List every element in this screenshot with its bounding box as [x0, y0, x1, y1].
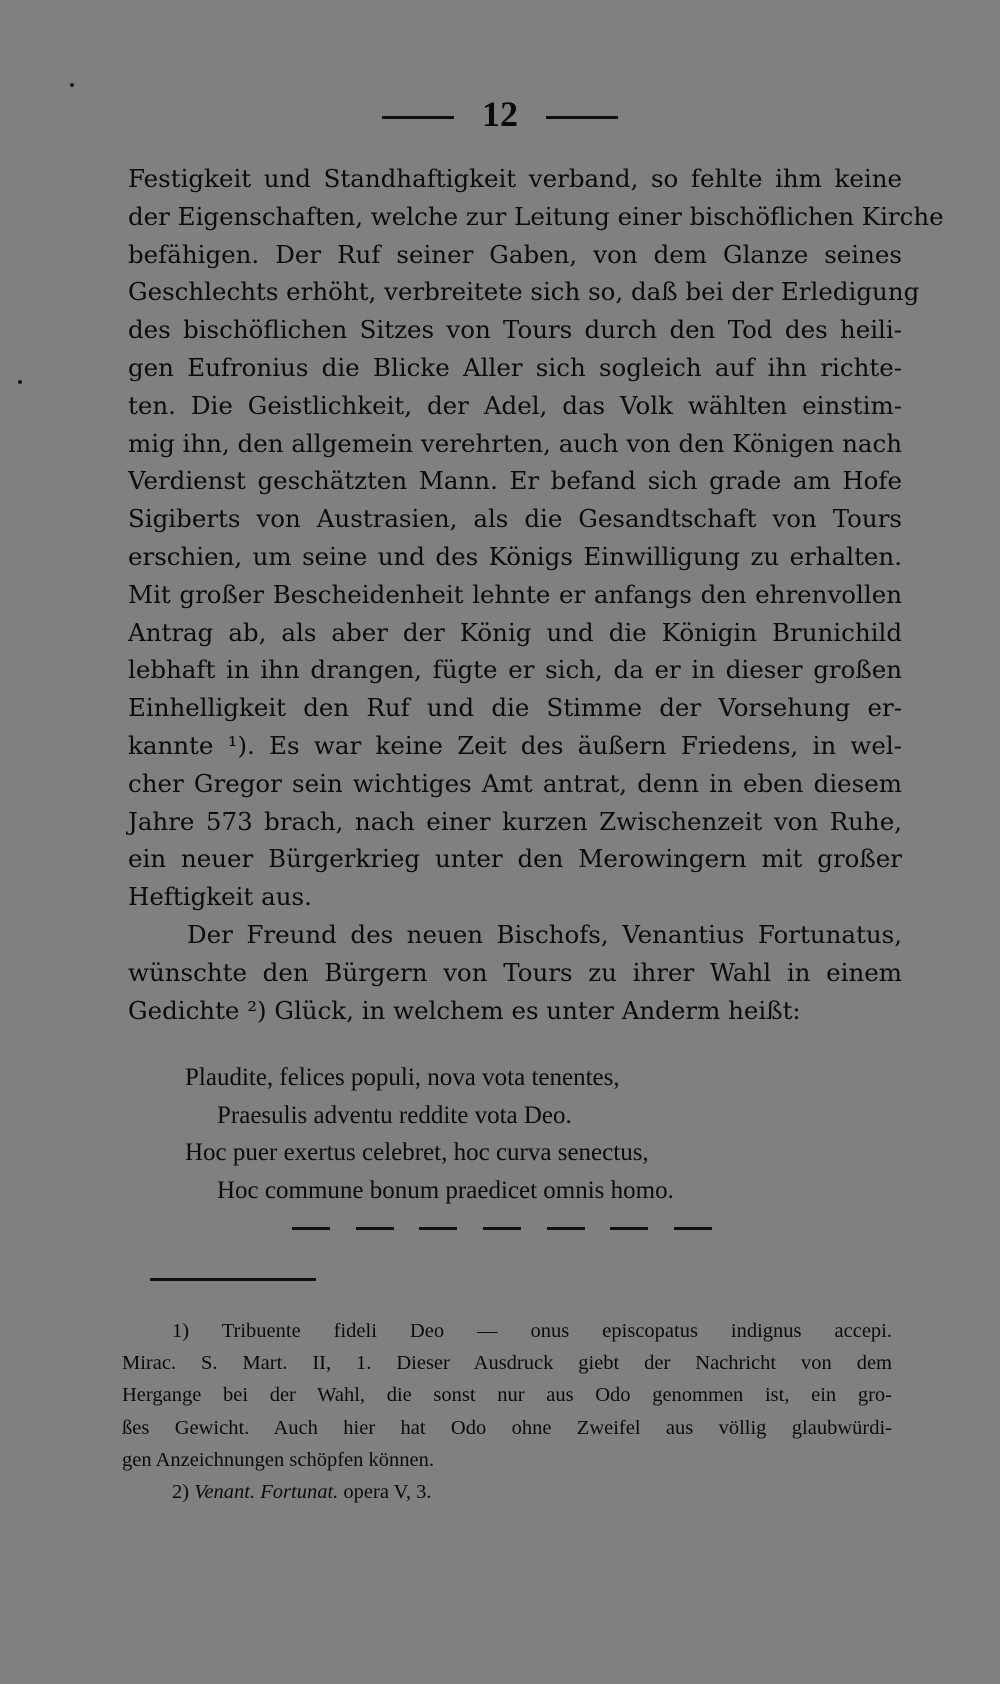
- section-separator: [292, 1227, 712, 1230]
- text-line: gen Eufronius die Blicke Aller sich sogleich auf ihn richte-: [128, 352, 902, 382]
- footnote-reference-rest: opera V, 3.: [343, 1481, 432, 1504]
- text-line: kannte ¹). Es war keine Zeit des äußern Friedens, in wel-: [128, 730, 902, 760]
- footnote-reference: Venant. Fortunat.: [194, 1481, 339, 1504]
- footnote-line: Mirac. S. Mart. II, 1. Dieser Ausdruck giebt der Nachricht von dem: [122, 1352, 892, 1375]
- text-line: Der Freund des neuen Bischofs, Venantius Fortunatus,: [187, 919, 902, 949]
- header-dash-right: [546, 116, 618, 119]
- separator-dash: [547, 1227, 585, 1230]
- text-line: ten. Die Geistlichkeit, der Adel, das Volk wählten einstim-: [128, 390, 902, 420]
- separator-dash: [674, 1227, 712, 1230]
- separator-dash: [292, 1227, 330, 1230]
- footnote-line: Hergange bei der Wahl, die sonst nur aus Odo genommen ist, ein gro-: [122, 1384, 892, 1407]
- separator-dash: [483, 1227, 521, 1230]
- text-line: Heftigkeit aus.: [128, 882, 312, 912]
- text-line: Geschlechts erhöht, verbreitete sich so, daß bei der Erledigung: [128, 277, 920, 307]
- footnote-2: [122, 1476, 892, 1508]
- text-line: der Eigenschaften, welche zur Leitung einer bischöflichen Kirche: [128, 201, 944, 231]
- text-line: Sigiberts von Austrasien, als die Gesandtschaft von Tours: [128, 504, 902, 534]
- footnote-line: 1) Tribuente fideli Deo — onus episcopatus indignus accepi.: [172, 1320, 892, 1342]
- footnote-line: gen Anzeichnungen schöpfen können.: [122, 1448, 434, 1471]
- text-line: Festigkeit und Standhaftigkeit verband, so fehlte ihm keine: [128, 164, 902, 193]
- footnote-line: ßes Gewicht. Auch hier hat Odo ohne Zweifel aus völlig glaubwürdi-: [122, 1416, 892, 1439]
- separator-dash: [356, 1227, 394, 1230]
- text-line: Mit großer Bescheidenheit lehnte er anfangs den ehrenvollen: [128, 579, 902, 609]
- text-line: ein neuer Bürgerkrieg unter den Merowingern mit großer: [128, 844, 902, 874]
- text-line: Jahre 573 brach, nach einer kurzen Zwischenzeit von Ruhe,: [128, 806, 902, 836]
- verse-line: Hoc puer exertus celebret, hoc curva senectus,: [185, 1139, 649, 1166]
- scan-speck: [18, 380, 22, 384]
- verse-line: Praesulis adventu reddite vota Deo.: [217, 1101, 572, 1129]
- text-line: mig ihn, den allgemein verehrten, auch von den Königen nach: [128, 428, 902, 458]
- main-text: [128, 160, 944, 1029]
- text-line: lebhaft in ihn drangen, fügte er sich, da er in dieser großen: [128, 655, 902, 685]
- text-line: Verdienst geschätzten Mann. Er befand sich grade am Hofe: [128, 466, 902, 496]
- footnote-marker: 2): [172, 1481, 190, 1504]
- separator-dash: [610, 1227, 648, 1230]
- latin-verses: [185, 1059, 825, 1209]
- text-line: erschien, um seine und des Königs Einwilligung zu erhalten.: [128, 541, 902, 571]
- scan-speck: [70, 83, 74, 87]
- verse-line: Plaudite, felices populi, nova vota tenentes,: [185, 1064, 620, 1091]
- footnotes: [122, 1315, 892, 1508]
- page-header: [0, 92, 1000, 136]
- separator-dash: [419, 1227, 457, 1230]
- text-line: wünschte den Bürgern von Tours zu ihrer Wahl in einem: [128, 957, 902, 987]
- page-number: 12: [482, 94, 518, 134]
- verse-line: Hoc commune bonum praedicet omnis homo.: [217, 1176, 674, 1204]
- text-line: des bischöflichen Sitzes von Tours durch den Tod des heili-: [128, 315, 902, 345]
- footnote-rule: [150, 1278, 316, 1281]
- text-line: cher Gregor sein wichtiges Amt antrat, denn in eben diesem: [128, 768, 902, 798]
- header-dash-left: [382, 116, 454, 119]
- text-line: befähigen. Der Ruf seiner Gaben, von dem Glanze seines: [128, 239, 902, 269]
- text-line: Antrag ab, als aber der König und die Königin Brunichild: [128, 617, 902, 647]
- text-line: Gedichte ²) Glück, in welchem es unter Anderm heißt:: [128, 995, 801, 1025]
- text-line: Einhelligkeit den Ruf und die Stimme der Vorsehung er-: [128, 693, 902, 723]
